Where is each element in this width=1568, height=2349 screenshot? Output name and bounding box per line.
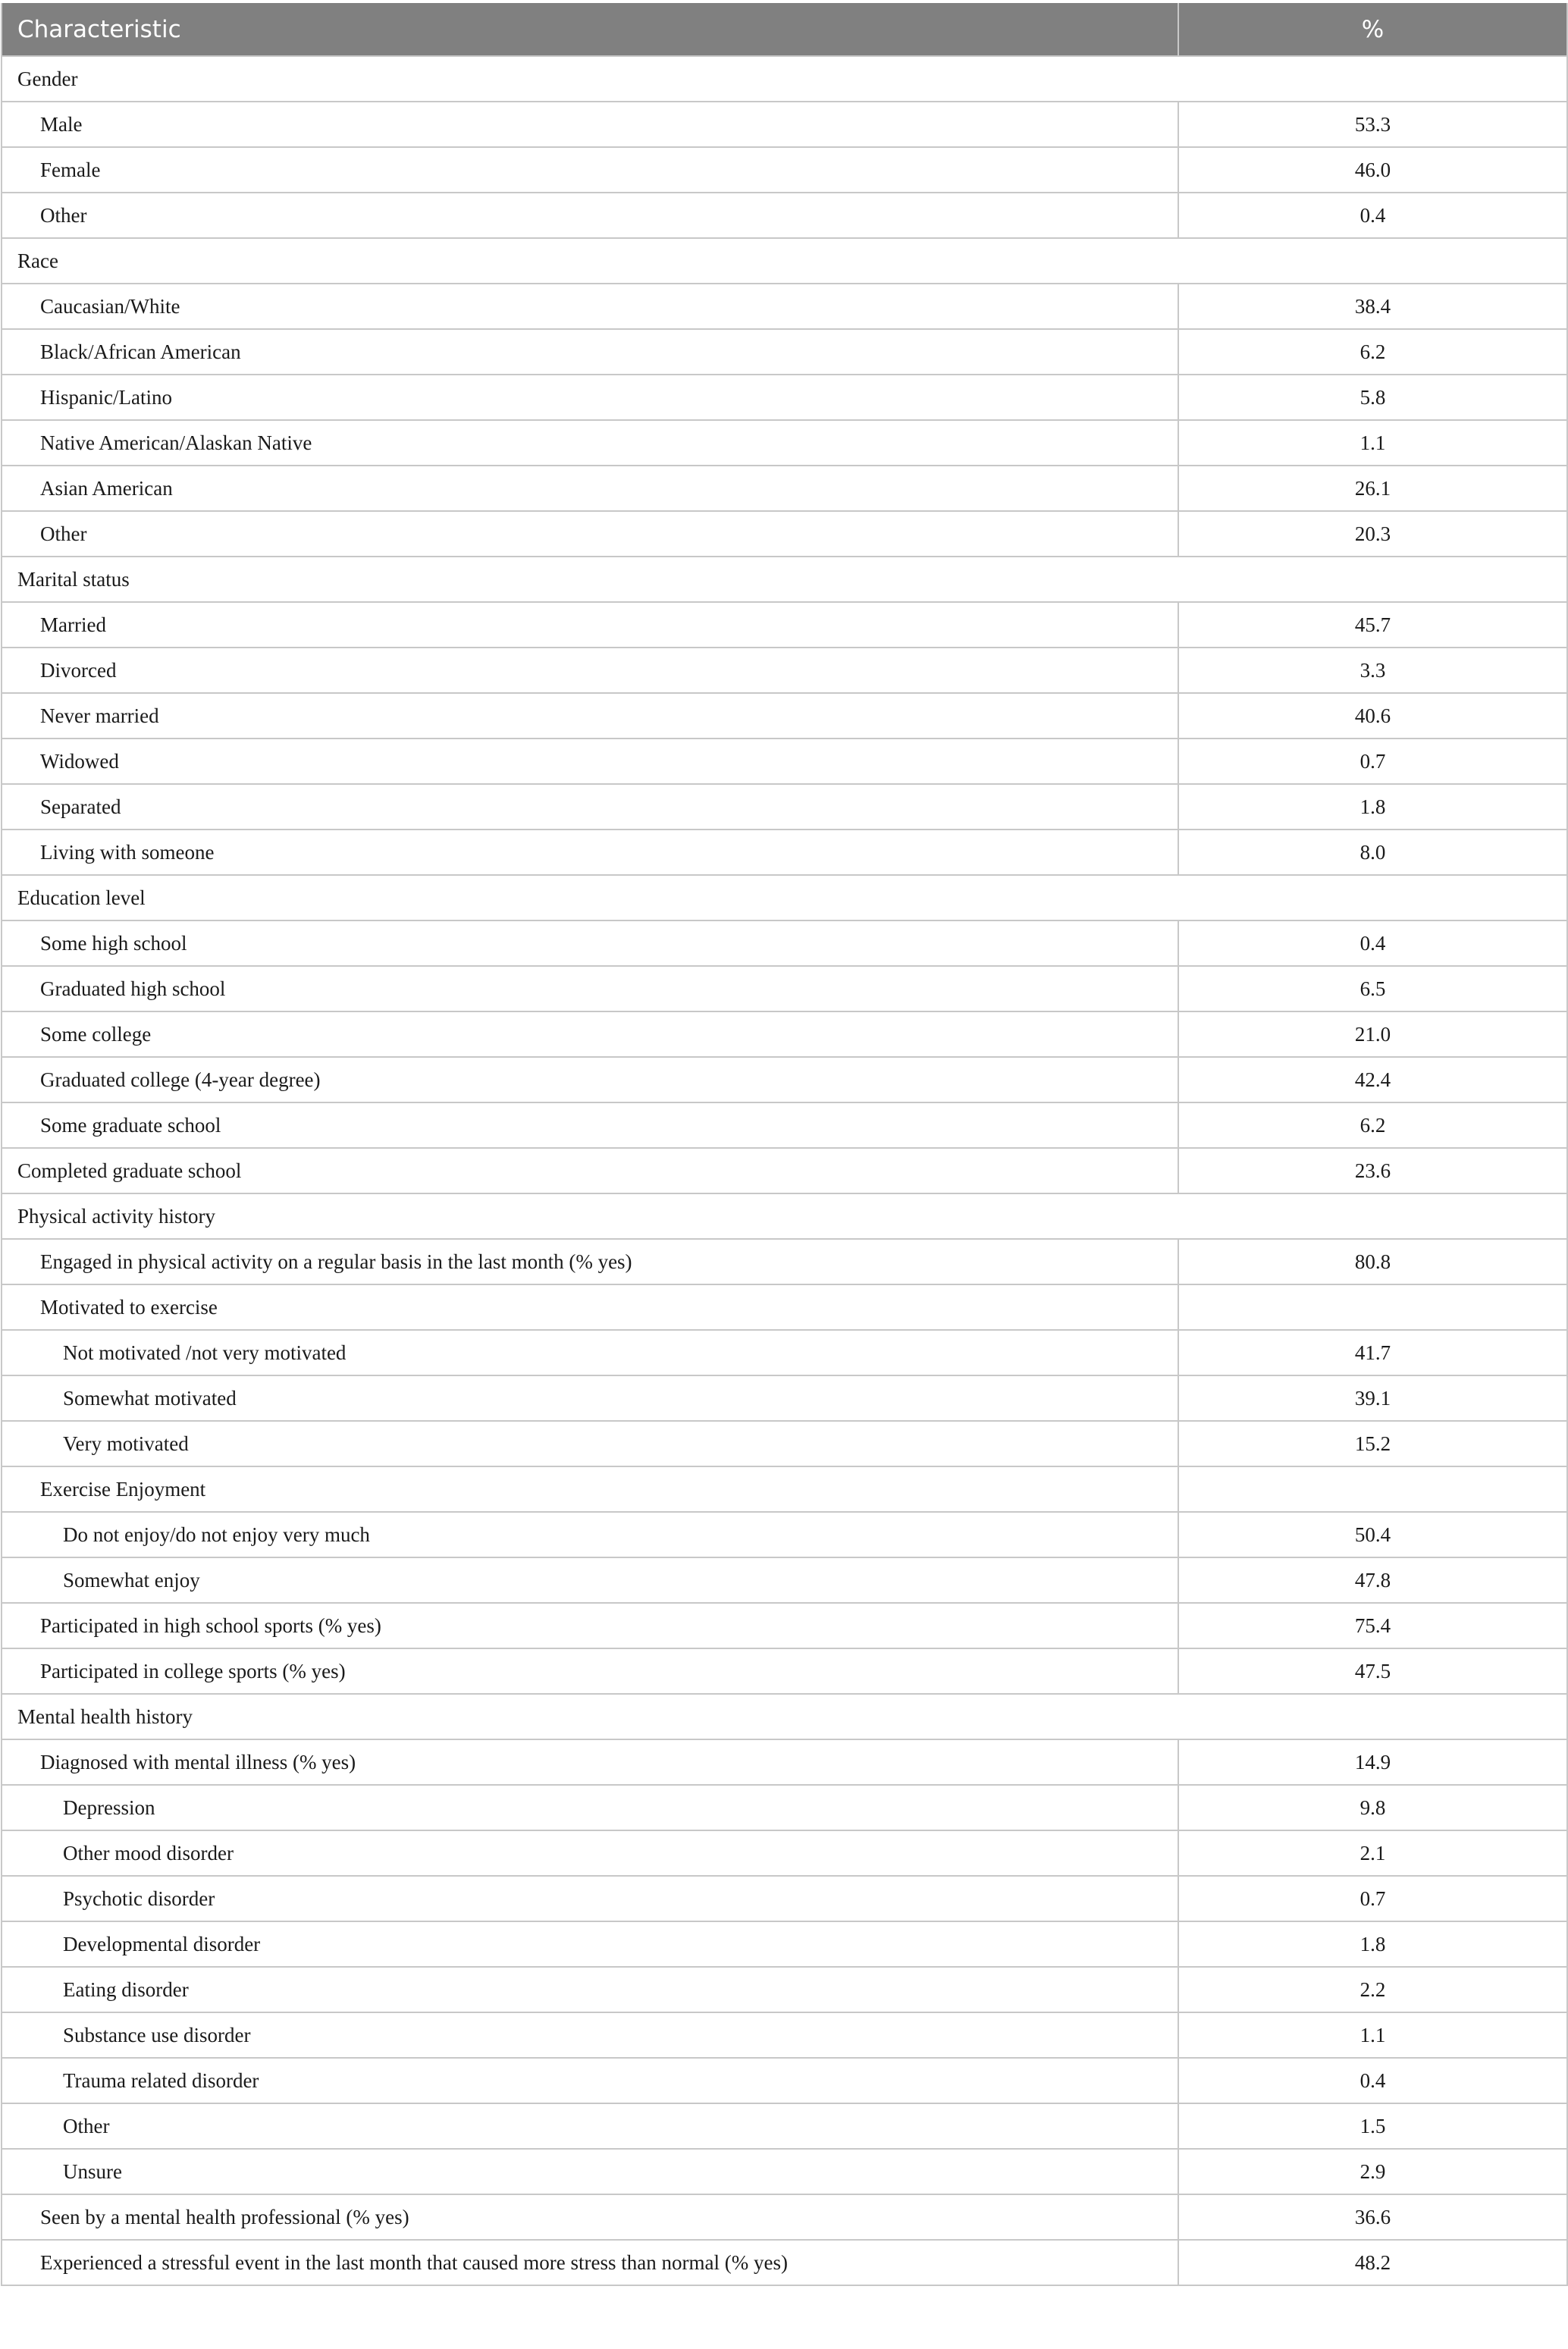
row-value: 15.2 (1178, 1421, 1567, 1466)
table-row (2, 102, 1567, 147)
table-row (2, 1557, 1567, 1603)
table-row (2, 966, 1567, 1011)
row-value: 1.8 (1178, 784, 1567, 830)
row-value: 0.4 (1178, 920, 1567, 966)
row-label: Living with someone (2, 830, 1178, 875)
row-value: 50.4 (1178, 1512, 1567, 1557)
row-label: Somewhat enjoy (2, 1557, 1178, 1603)
section-row (2, 1694, 1567, 1739)
row-label: Participated in high school sports (% yes) (2, 1603, 1178, 1648)
row-value: 6.5 (1178, 966, 1567, 1011)
table-row (2, 648, 1567, 693)
row-value: 5.8 (1178, 375, 1567, 420)
row-value: 46.0 (1178, 147, 1567, 193)
row-label: Other (2, 511, 1178, 557)
row-label: Exercise Enjoyment (2, 1466, 1178, 1512)
row-label: Some high school (2, 920, 1178, 966)
row-label: Depression (2, 1785, 1178, 1830)
table-row (2, 1921, 1567, 1967)
row-label: Experienced a stressful event in the last month that caused more stress than normal (% yes) (2, 2240, 1178, 2285)
row-value: 47.5 (1178, 1648, 1567, 1694)
row-value: 36.6 (1178, 2194, 1567, 2240)
row-value: 41.7 (1178, 1330, 1567, 1375)
table-row (2, 1830, 1567, 1876)
row-label: Engaged in physical activity on a regular basis in the last month (% yes) (2, 1239, 1178, 1284)
header-characteristic: Characteristic (2, 3, 1178, 56)
section-row (2, 1193, 1567, 1239)
section-row (2, 56, 1567, 102)
table-row (2, 375, 1567, 420)
table-row (2, 1785, 1567, 1830)
row-value: 2.2 (1178, 1967, 1567, 2012)
table-row (2, 1466, 1567, 1512)
row-value: 2.9 (1178, 2149, 1567, 2194)
row-label: Unsure (2, 2149, 1178, 2194)
section-row (2, 875, 1567, 920)
row-label: Seen by a mental health professional (% yes) (2, 2194, 1178, 2240)
row-label: Diagnosed with mental illness (% yes) (2, 1739, 1178, 1785)
table-row (2, 147, 1567, 193)
table-row (2, 1967, 1567, 2012)
table-row (2, 1421, 1567, 1466)
table-row (2, 1512, 1567, 1557)
row-value: 20.3 (1178, 511, 1567, 557)
table-row (2, 1330, 1567, 1375)
row-label: Separated (2, 784, 1178, 830)
row-label: Other mood disorder (2, 1830, 1178, 1876)
table-row (2, 1739, 1567, 1785)
row-label: Graduated high school (2, 966, 1178, 1011)
row-value: 42.4 (1178, 1057, 1567, 1102)
row-value: 0.4 (1178, 193, 1567, 238)
row-label: Psychotic disorder (2, 1876, 1178, 1921)
row-label: Completed graduate school (2, 1148, 1178, 1193)
section-label: Gender (2, 56, 1567, 102)
row-label: Very motivated (2, 1421, 1178, 1466)
row-label: Eating disorder (2, 1967, 1178, 2012)
row-label: Other (2, 2103, 1178, 2149)
table-row (2, 2149, 1567, 2194)
table-row (2, 1011, 1567, 1057)
row-label: Some graduate school (2, 1102, 1178, 1148)
row-value: 39.1 (1178, 1375, 1567, 1421)
section-label: Education level (2, 875, 1567, 920)
row-label: Motivated to exercise (2, 1284, 1178, 1330)
row-value: 1.8 (1178, 1921, 1567, 1967)
table-row (2, 284, 1567, 329)
table-row (2, 2058, 1567, 2103)
row-label: Other (2, 193, 1178, 238)
row-value (1178, 1466, 1567, 1512)
row-value: 3.3 (1178, 648, 1567, 693)
row-label: Graduated college (4-year degree) (2, 1057, 1178, 1102)
table-row (2, 739, 1567, 784)
row-label: Some college (2, 1011, 1178, 1057)
table-row (2, 466, 1567, 511)
table-row (2, 1284, 1567, 1330)
row-label: Caucasian/White (2, 284, 1178, 329)
row-label: Female (2, 147, 1178, 193)
row-label: Participated in college sports (% yes) (2, 1648, 1178, 1694)
row-label: Never married (2, 693, 1178, 739)
row-label: Developmental disorder (2, 1921, 1178, 1967)
row-label: Married (2, 602, 1178, 648)
table-row (2, 602, 1567, 648)
row-label: Somewhat motivated (2, 1375, 1178, 1421)
table-row (2, 2103, 1567, 2149)
row-label: Divorced (2, 648, 1178, 693)
row-value: 9.8 (1178, 1785, 1567, 1830)
table-row (2, 830, 1567, 875)
row-value: 1.1 (1178, 2012, 1567, 2058)
section-row (2, 238, 1567, 284)
section-row (2, 557, 1567, 602)
table-row (2, 1102, 1567, 1148)
row-label: Substance use disorder (2, 2012, 1178, 2058)
table-row (2, 329, 1567, 375)
row-value: 1.1 (1178, 420, 1567, 466)
row-value: 53.3 (1178, 102, 1567, 147)
row-value: 75.4 (1178, 1603, 1567, 1648)
row-value: 0.7 (1178, 1876, 1567, 1921)
row-label: Do not enjoy/do not enjoy very much (2, 1512, 1178, 1557)
section-label: Mental health history (2, 1694, 1567, 1739)
row-label: Trauma related disorder (2, 2058, 1178, 2103)
row-value: 2.1 (1178, 1830, 1567, 1876)
row-value (1178, 1284, 1567, 1330)
row-label: Widowed (2, 739, 1178, 784)
row-value: 38.4 (1178, 284, 1567, 329)
section-label: Marital status (2, 557, 1567, 602)
table-row (2, 1375, 1567, 1421)
row-value: 6.2 (1178, 1102, 1567, 1148)
row-label: Asian American (2, 466, 1178, 511)
row-label: Male (2, 102, 1178, 147)
table-row (2, 1876, 1567, 1921)
table-row (2, 1648, 1567, 1694)
row-value: 0.7 (1178, 739, 1567, 784)
row-value: 40.6 (1178, 693, 1567, 739)
table-row (2, 1057, 1567, 1102)
row-value: 48.2 (1178, 2240, 1567, 2285)
row-label: Hispanic/Latino (2, 375, 1178, 420)
row-value: 0.4 (1178, 2058, 1567, 2103)
table-row (2, 193, 1567, 238)
row-value: 6.2 (1178, 329, 1567, 375)
table-row (2, 511, 1567, 557)
row-value: 45.7 (1178, 602, 1567, 648)
row-value: 1.5 (1178, 2103, 1567, 2149)
row-value: 14.9 (1178, 1739, 1567, 1785)
row-label: Not motivated /not very motivated (2, 1330, 1178, 1375)
table-row (2, 1603, 1567, 1648)
table-row (2, 420, 1567, 466)
table-row (2, 693, 1567, 739)
table-row (2, 920, 1567, 966)
table-row (2, 2012, 1567, 2058)
header-row (2, 3, 1567, 56)
table-row (2, 784, 1567, 830)
section-label: Race (2, 238, 1567, 284)
row-value: 47.8 (1178, 1557, 1567, 1603)
section-label: Physical activity history (2, 1193, 1567, 1239)
row-value: 21.0 (1178, 1011, 1567, 1057)
row-value: 26.1 (1178, 466, 1567, 511)
table-row (2, 1148, 1567, 1193)
demographics-table (1, 3, 1568, 2286)
table-body (2, 56, 1567, 2285)
header-percent: % (1178, 3, 1567, 56)
table-row (2, 2240, 1567, 2285)
row-value: 8.0 (1178, 830, 1567, 875)
row-label: Native American/Alaskan Native (2, 420, 1178, 466)
row-value: 80.8 (1178, 1239, 1567, 1284)
table-row (2, 1239, 1567, 1284)
row-label: Black/African American (2, 329, 1178, 375)
table-row (2, 2194, 1567, 2240)
row-value: 23.6 (1178, 1148, 1567, 1193)
